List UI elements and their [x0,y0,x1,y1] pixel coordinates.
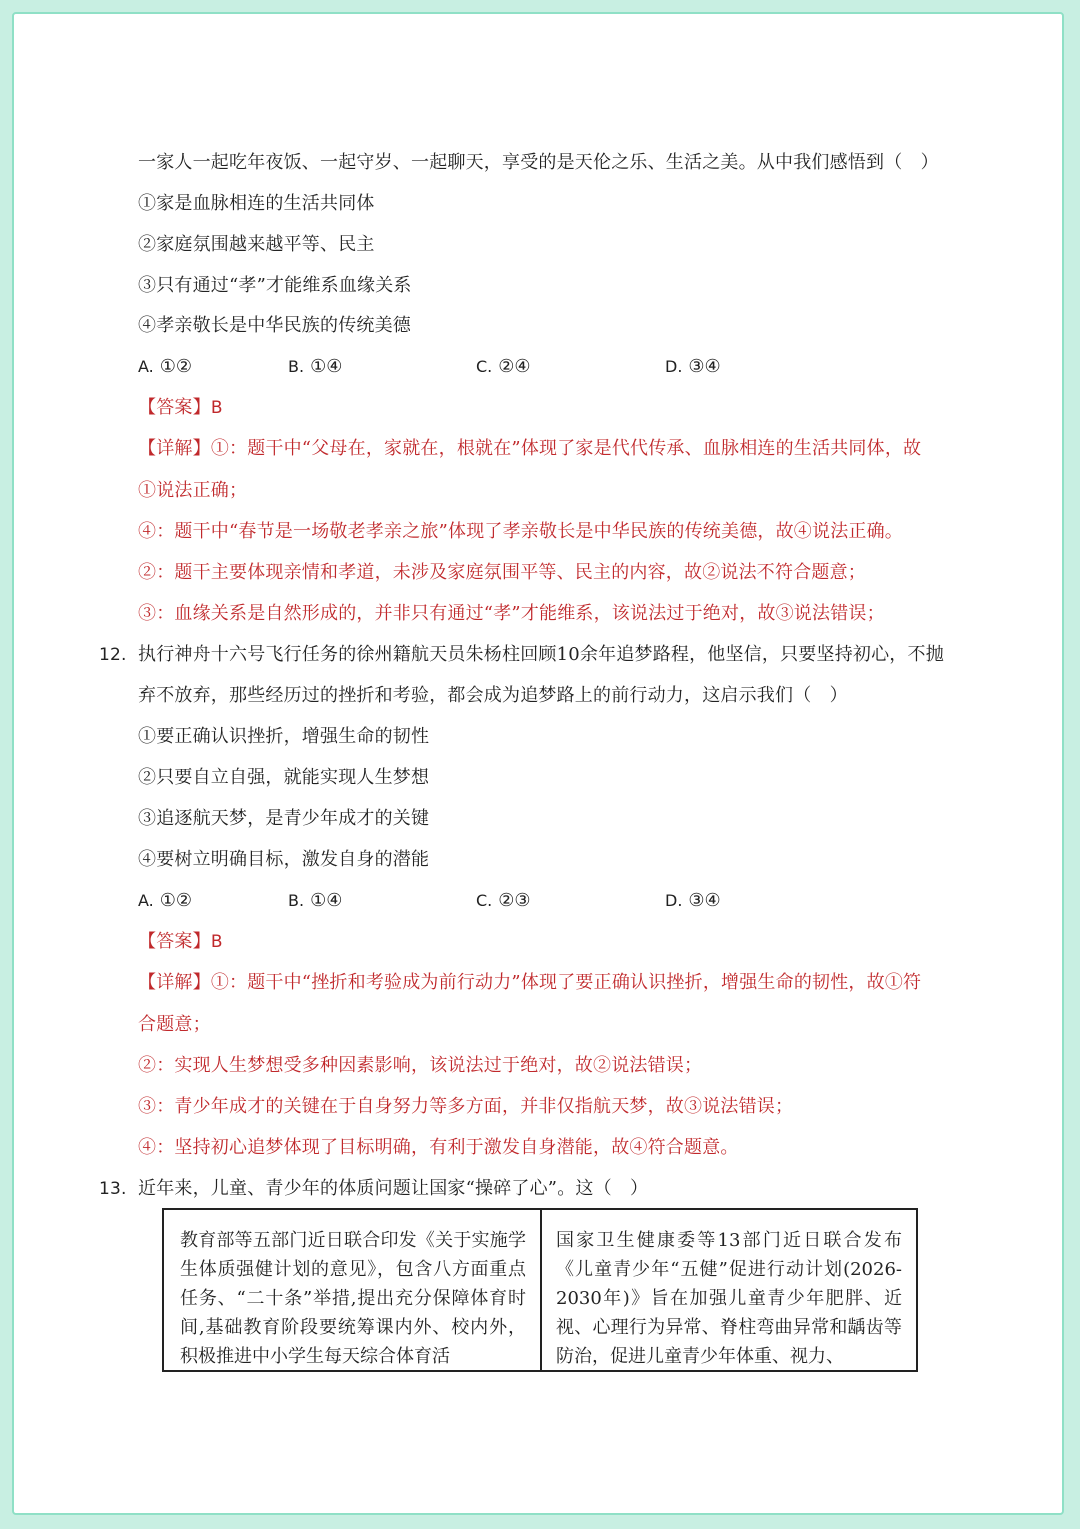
q12-detail-line-1: 【详解】①：题干中“挫折和考验成为前行动力”体现了要正确认识挫折，增强生命的韧性，故①符 [138,972,922,993]
q11-detail-line-1: 【详解】①：题干中“父母在，家就在，根就在”体现了家是代代传承、血脉相连的生活共同体，故 [138,438,922,459]
q12-detail-line-5: ④：坚持初心追梦体现了目标明确，有利于激发自身潜能，故④符合题意。 [138,1137,739,1158]
q12-answer: 【答案】B [138,931,223,952]
q13-stem: 近年来，儿童、青少年的体质问题让国家“操碎了心”。这（ ） [138,1178,649,1199]
q11-item-4: ④孝亲敬长是中华民族的传统美德 [138,315,411,336]
q11-stem: 一家人一起吃年夜饭、一起守岁、一起聊天，享受的是天伦之乐、生活之美。从中我们感悟到（ ） [138,152,939,173]
q12-option-b[interactable]: B. ①④ [288,890,343,911]
q11-answer: 【答案】B [138,397,223,418]
q11-option-d[interactable]: D. ③④ [665,356,721,377]
q12-option-a[interactable]: A. ①② [138,890,193,911]
q13-material-table [162,1208,918,1372]
q12-item-1: ①要正确认识挫折，增强生命的韧性 [138,726,430,747]
q12-item-4: ④要树立明确目标，激发自身的潜能 [138,849,430,870]
q12-detail-line-2: 合题意； [138,1014,211,1035]
q11-item-2: ②家庭氛围越来越平等、民主 [138,234,375,255]
q13-number: 13. [99,1179,127,1199]
q11-detail-line-5: ③：血缘关系是自然形成的，并非只有通过“孝”才能维系，该说法过于绝对，故③说法错误； [138,603,885,624]
q12-option-c[interactable]: C. ②③ [476,890,531,911]
q12-detail-line-3: ②：实现人生梦想受多种因素影响，该说法过于绝对，故②说法错误； [138,1055,703,1076]
q12-detail-line-4: ③：青少年成才的关键在于自身努力等多方面，并非仅指航天梦，故③说法错误； [138,1096,794,1117]
q11-item-1: ①家是血脉相连的生活共同体 [138,193,375,214]
q12-number: 12. [99,645,127,665]
q11-detail-line-2: ①说法正确； [138,480,248,501]
q12-item-3: ③追逐航天梦，是青少年成才的关键 [138,808,430,829]
q11-option-b[interactable]: B. ①④ [288,356,343,377]
q11-option-c[interactable]: C. ②④ [476,356,531,377]
q13-material-left: 教育部等五部门近日联合印发《关于实施学生体质强健计划的意见》，包含八方面重点任务、“二十条”举措,提出充分保障体育时间,基础教育阶段要统筹课内外、校内外，积极推进中小学生每天综合体育活 [180,1230,526,1367]
q12-option-d[interactable]: D. ③④ [665,890,721,911]
q11-detail-line-4: ②：题干主要体现亲情和孝道，未涉及家庭氛围平等、民主的内容，故②说法不符合题意； [138,562,866,583]
q13-material-right: 国家卫生健康委等13部门近日联合发布《儿童青少年“五健”促进行动计划(2026-2030年)》旨在加强儿童青少年肥胖、近视、心理行为异常、脊柱弯曲异常和龋齿等防治，促进儿童青少年体重、视力、 [540,1210,916,1370]
q12-item-2: ②只要自立自强，就能实现人生梦想 [138,767,430,788]
q11-option-a[interactable]: A. ①② [138,356,193,377]
q12-stem-line-1: 执行神舟十六号飞行任务的徐州籍航天员朱杨柱回顾10余年追梦路程，他坚信，只要坚持初心，不抛 [138,644,944,665]
q11-item-3: ③只有通过“孝”才能维系血缘关系 [138,275,412,296]
q12-stem-line-2: 弃不放弃，那些经历过的挫折和考验，都会成为追梦路上的前行动力，这启示我们（ ） [138,685,848,706]
q11-detail-line-3: ④：题干中“春节是一场敬老孝亲之旅”体现了孝亲敬长是中华民族的传统美德，故④说法正确。 [138,521,903,542]
